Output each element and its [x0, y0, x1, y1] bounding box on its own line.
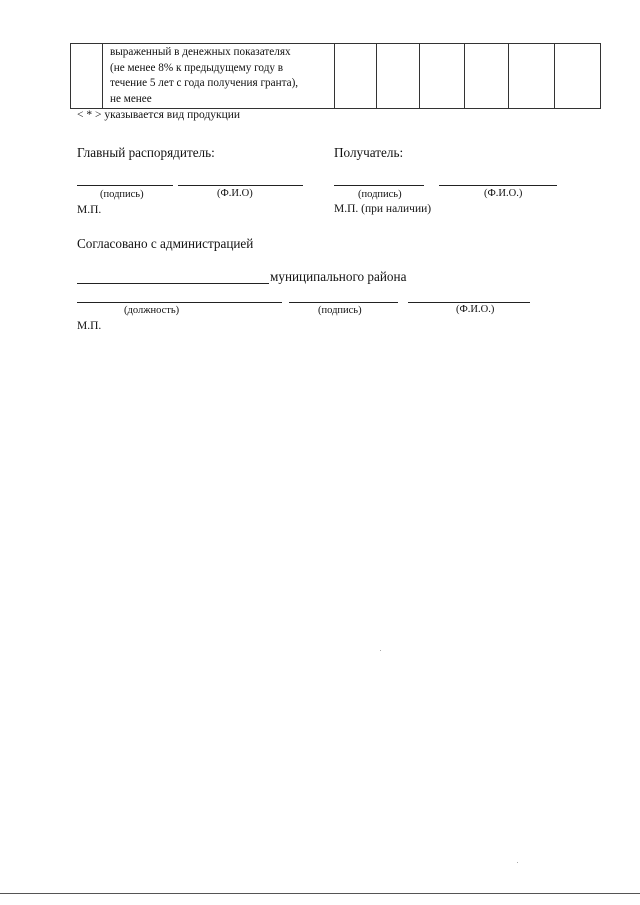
position-line [77, 302, 282, 303]
stamp-label: М.П. (при наличии) [334, 203, 432, 215]
signature-line [77, 185, 173, 186]
value-cell [335, 44, 377, 109]
value-cell [420, 44, 465, 109]
desc-line-1: выраженный в денежных показателях [110, 46, 291, 58]
administration-line [77, 283, 269, 284]
signature-caption: (подпись) [100, 189, 144, 200]
fio-line [408, 302, 530, 303]
footnote: < * > указывается вид продукции [77, 109, 241, 121]
fio-caption: (Ф.И.О.) [484, 188, 523, 199]
table-row [71, 44, 601, 109]
signature-caption: (подпись) [318, 305, 362, 316]
page-bottom-edge [0, 893, 640, 894]
approval-title: Согласовано с администрацией [77, 236, 254, 251]
signature-line [334, 185, 424, 186]
signature-caption: (подпись) [358, 189, 402, 200]
desc-line-4: не менее [110, 92, 152, 105]
stamp-label: М.П. [77, 320, 102, 332]
fio-caption: (Ф.И.О) [217, 188, 253, 199]
district-label: муниципального района [270, 269, 407, 284]
scan-speck [380, 650, 381, 651]
stamp-label: М.П. [77, 204, 102, 216]
scan-speck [517, 862, 518, 863]
chief-administrator-title: Главный распорядитель: [77, 145, 215, 160]
value-cell [555, 44, 601, 109]
position-caption: (должность) [124, 305, 180, 316]
signature-line [289, 302, 398, 303]
row-number-cell [71, 44, 103, 109]
desc-line-3: течение 5 лет с года получения гранта), [110, 77, 299, 89]
fio-caption: (Ф.И.О.) [456, 304, 495, 315]
value-cell [509, 44, 555, 109]
indicator-description-cell [103, 44, 335, 109]
desc-line-2: (не менее 8% к предыдущему году в [110, 61, 284, 74]
value-cell [465, 44, 509, 109]
fio-line [178, 185, 303, 186]
indicator-table-fragment [70, 43, 601, 109]
recipient-title: Получатель: [334, 145, 404, 160]
value-cell [377, 44, 420, 109]
fio-line [439, 185, 557, 186]
